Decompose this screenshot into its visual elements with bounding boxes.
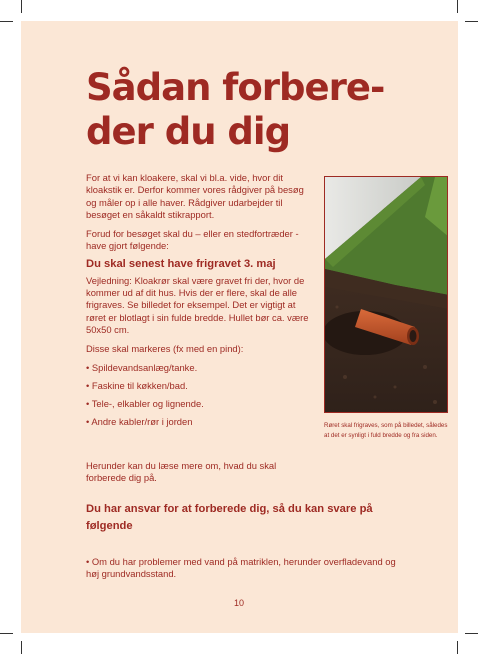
crop-mark (21, 0, 22, 13)
before-visit-paragraph: Forud for besøget skal du – eller en stedfortræder - have gjort følgende: (86, 228, 299, 252)
responsibility-heading: Du har ansvar for at forberede dig, så du kan svare på følgende (86, 503, 373, 532)
guidance-paragraph: Vejledning: Kloakrør skal være gravet fri der, hvor de kommer ud af dit hus. Hvis der er flere, skal de alle frigraves. Se billedet for eksempel. Det er vigtigt at røret er blotlagt i sin fulde bredde. Hullet bør ca. være 50x50 cm. (86, 274, 309, 335)
list-item: • Tele-, elkabler og lignende. (86, 398, 204, 410)
crop-mark (0, 633, 13, 634)
crop-mark (457, 641, 458, 654)
crop-mark (0, 21, 13, 22)
crop-mark (465, 21, 478, 22)
excavated-pipe-illustration (325, 177, 448, 413)
list-item: • Om du har problemer med vand på matriklen, herunder overfladevand og høj grundvandsstand. (86, 556, 396, 580)
list-item: • Andre kabler/rør i jorden (86, 416, 193, 428)
crop-mark (465, 633, 478, 634)
list-item: • Spildevandsanlæg/tanke. (86, 361, 198, 373)
list-item: • Faskine til køkken/bad. (86, 379, 188, 391)
page-title: Sådan forbere- der du dig (86, 66, 385, 153)
excavated-pipe-photo (324, 176, 448, 413)
photo-caption: Røret skal frigraves, som på billedet, således at det er synligt i fuld bredde og fra siden. (324, 422, 448, 439)
mark-intro: Disse skal markeres (fx med en pind): (86, 343, 244, 355)
crop-mark (457, 0, 458, 13)
deadline-subheading: Du skal senest have frigravet 3. maj (86, 257, 276, 270)
page-number: 10 (233, 598, 244, 608)
intro-paragraph: For at vi kan kloakere, skal vi bl.a. vide, hvor dit kloakstik er. Derfor kommer vores rådgiver på besøg og måler op i alle haver. Rådgiver udarbejder til besøget en såkaldt stikrapport. (86, 172, 304, 220)
main-column (86, 172, 312, 429)
crop-mark (21, 641, 22, 654)
read-more-paragraph: Herunder kan du læse mere om, hvad du skal forberede dig på. (86, 460, 277, 484)
